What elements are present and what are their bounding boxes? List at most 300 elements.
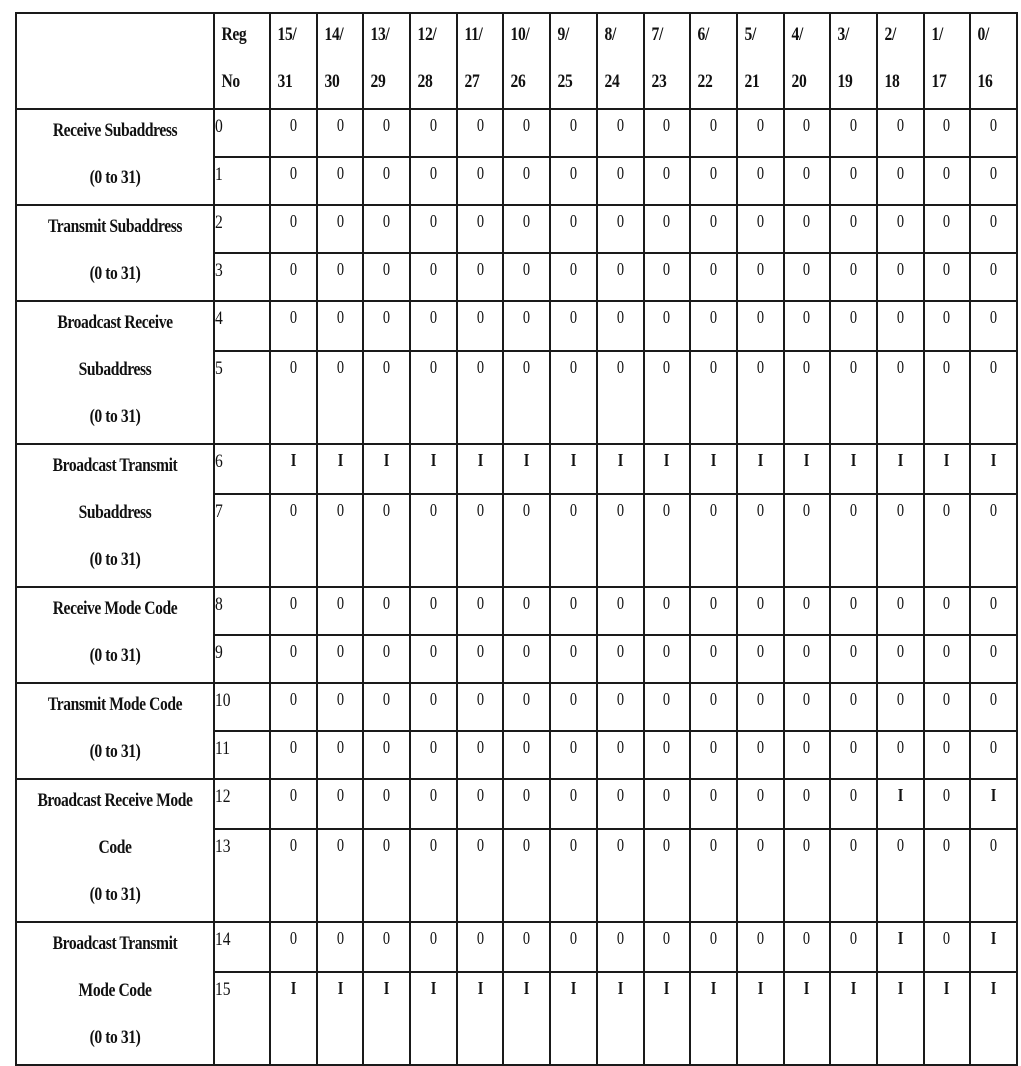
bit-value: 0 [943, 259, 951, 279]
bit-value: I [710, 450, 717, 470]
bit-cell [970, 301, 1017, 351]
bit-cell [970, 109, 1017, 157]
bit-value: 0 [616, 641, 624, 661]
bit-value: 0 [569, 356, 578, 377]
bit-cell [737, 972, 784, 1065]
bit-value: 0 [756, 307, 764, 327]
bit-cell [644, 635, 691, 683]
reg-no-cell [214, 587, 270, 635]
bit-cell [877, 301, 924, 351]
group-label-line: Transmit Mode Code [47, 694, 183, 715]
bit-cell [877, 351, 924, 444]
bit-value: 0 [803, 115, 811, 135]
bit-value: 0 [429, 259, 438, 279]
bit-value: 0 [569, 163, 578, 183]
bit-value: 0 [616, 259, 624, 279]
bit-cell [784, 922, 831, 972]
bit-cell [457, 205, 504, 253]
bit-value: 0 [849, 689, 858, 709]
bit-value: 0 [663, 259, 671, 279]
bit-cell [410, 351, 457, 444]
bit-value: 0 [476, 641, 484, 661]
bit-value: I [897, 785, 904, 805]
bit-value: 0 [383, 115, 391, 135]
group-label-line: Receive Mode Code [52, 598, 178, 619]
bit-cell [270, 157, 317, 205]
bit-value: 0 [429, 163, 438, 183]
bit-value: 0 [336, 737, 344, 757]
bit-value: 0 [383, 499, 391, 520]
bit-cell [410, 587, 457, 635]
bit-cell [737, 635, 784, 683]
bit-value: 0 [383, 737, 391, 757]
bit-value: I [897, 977, 904, 998]
bit-cell [457, 829, 504, 922]
bit-cell [737, 444, 784, 494]
bit-value: 0 [476, 499, 484, 520]
bit-value: 0 [803, 307, 811, 327]
reg-no-cell [214, 972, 270, 1065]
bit-cell [597, 253, 644, 301]
bit-cell [644, 157, 691, 205]
group-label-line: (0 to 31) [89, 645, 141, 666]
group-label-line: Receive Subaddress [52, 120, 178, 141]
bit-cell [270, 731, 317, 779]
bit-value: 0 [849, 163, 858, 183]
bit-cell [737, 494, 784, 587]
bit-value: I [664, 450, 670, 470]
bit-cell [830, 587, 877, 635]
reg-no-value: 9 [215, 642, 223, 663]
bit-cell [644, 253, 691, 301]
header-bit-13-29: 13/ 29 [363, 13, 410, 109]
bit-cell [363, 829, 410, 922]
reg-no-cell [214, 444, 270, 494]
group-label-cell [16, 779, 214, 922]
bit-value: 0 [523, 499, 531, 520]
bit-value: I [804, 450, 810, 470]
bit-value: 0 [383, 785, 391, 805]
bit-value: 0 [523, 834, 531, 855]
bit-cell [784, 444, 831, 494]
bit-cell [550, 205, 597, 253]
bit-value: 0 [663, 163, 671, 183]
bit-value: 0 [709, 593, 718, 613]
bit-cell [737, 109, 784, 157]
bit-value: 0 [429, 641, 438, 661]
bit-value: 0 [663, 737, 671, 757]
bit-value: 0 [476, 593, 484, 613]
bit-value: 0 [849, 307, 858, 327]
bit-cell [503, 444, 550, 494]
bit-cell [317, 683, 364, 731]
bit-cell [737, 205, 784, 253]
bit-cell [410, 635, 457, 683]
bit-value: 0 [943, 593, 951, 613]
bit-cell [363, 731, 410, 779]
bit-value: 0 [289, 928, 297, 948]
bit-value: 0 [756, 928, 764, 948]
bit-cell [644, 922, 691, 972]
bit-cell [784, 683, 831, 731]
bit-cell [597, 494, 644, 587]
bit-value: 0 [336, 115, 344, 135]
bit-cell [503, 587, 550, 635]
bit-value: 0 [943, 499, 951, 520]
bit-cell [784, 301, 831, 351]
bit-value: 0 [476, 259, 484, 279]
bit-cell [550, 972, 597, 1065]
bit-value: 0 [663, 499, 671, 520]
header-bit-10-26: 10/ 26 [503, 13, 550, 109]
bit-value: 0 [429, 356, 438, 377]
bit-cell [410, 972, 457, 1065]
bit-value: 0 [523, 737, 531, 757]
bit-cell [363, 922, 410, 972]
bit-cell [924, 301, 971, 351]
bit-cell [737, 779, 784, 829]
reg-no-value: 7 [215, 500, 223, 522]
bit-value: 0 [896, 737, 904, 757]
bit-value: 0 [476, 356, 484, 377]
bit-value: I [570, 977, 577, 998]
bit-value: 0 [756, 499, 764, 520]
bit-cell [317, 301, 364, 351]
bit-cell [410, 109, 457, 157]
bit-value: 0 [663, 834, 671, 855]
bit-value: 0 [616, 499, 624, 520]
bit-cell [410, 253, 457, 301]
bit-value: 0 [289, 259, 297, 279]
header-reg-no [214, 13, 270, 109]
bit-cell [363, 587, 410, 635]
reg-no-value: 4 [215, 308, 223, 329]
bit-cell [644, 494, 691, 587]
bit-value: 0 [289, 593, 297, 613]
bit-value: I [430, 450, 437, 470]
bit-cell [410, 205, 457, 253]
group-label-line: Broadcast Transmit [52, 933, 178, 954]
bit-value: 0 [476, 737, 484, 757]
bit-cell [317, 922, 364, 972]
bit-cell [970, 635, 1017, 683]
bit-value: 0 [663, 928, 671, 948]
bit-cell [317, 972, 364, 1065]
group-label-line: Code [98, 837, 132, 858]
bit-value: 0 [523, 307, 531, 327]
bit-value: I [337, 450, 343, 470]
bit-value: 0 [803, 928, 811, 948]
bit-value: I [757, 450, 764, 470]
bit-value: I [523, 977, 530, 998]
bit-cell [644, 444, 691, 494]
group-label-line: Subaddress [78, 502, 152, 523]
group-label-cell [16, 922, 214, 1065]
bit-cell [877, 444, 924, 494]
bit-cell [317, 253, 364, 301]
bit-cell [457, 351, 504, 444]
header-bit-7-23: 7/ 23 [644, 13, 691, 109]
bit-value: 0 [990, 163, 998, 183]
bit-value: 0 [663, 593, 671, 613]
bit-cell [270, 205, 317, 253]
bit-cell [970, 253, 1017, 301]
table-row [16, 444, 1017, 494]
bit-cell [410, 301, 457, 351]
bit-cell [970, 972, 1017, 1065]
bit-value: 0 [663, 307, 671, 327]
bit-value: 0 [943, 641, 951, 661]
bit-cell [830, 731, 877, 779]
bit-cell [784, 779, 831, 829]
bit-cell [597, 444, 644, 494]
bit-value: 0 [849, 593, 858, 613]
reg-no-cell [214, 351, 270, 444]
bit-cell [877, 829, 924, 922]
bit-cell [457, 157, 504, 205]
header-bit-0-16: 0/ 16 [970, 13, 1017, 109]
header-reg-line2: No [221, 71, 240, 92]
bit-value: 0 [429, 593, 438, 613]
bit-cell [597, 157, 644, 205]
bit-cell [644, 587, 691, 635]
bit-cell [970, 731, 1017, 779]
bit-value: 0 [523, 928, 531, 948]
bit-value: 0 [990, 356, 998, 377]
bit-cell [317, 205, 364, 253]
bit-cell [784, 253, 831, 301]
reg-no-value: 14 [215, 929, 231, 950]
bit-value: 0 [943, 689, 951, 709]
bit-cell [270, 301, 317, 351]
bit-value: 0 [803, 499, 811, 520]
bit-cell [550, 829, 597, 922]
reg-no-value: 10 [215, 690, 231, 711]
reg-no-value: 8 [215, 594, 223, 615]
bit-cell [410, 779, 457, 829]
bit-cell [503, 351, 550, 444]
bit-value: 0 [476, 163, 484, 183]
bit-cell [597, 635, 644, 683]
bit-value: 0 [336, 356, 344, 377]
bit-cell [270, 972, 317, 1065]
bit-value: 0 [896, 356, 904, 377]
bit-value: 0 [756, 211, 764, 231]
bit-cell [363, 444, 410, 494]
bit-cell [597, 731, 644, 779]
bit-cell [690, 494, 737, 587]
bit-value: 0 [896, 211, 904, 231]
bit-value: 0 [336, 834, 344, 855]
bit-value: 0 [336, 785, 344, 805]
bit-value: I [897, 928, 904, 948]
bit-cell [317, 587, 364, 635]
bit-value: 0 [429, 834, 438, 855]
bit-cell [503, 253, 550, 301]
bit-value: 0 [990, 737, 998, 757]
bit-value: 0 [896, 307, 904, 327]
bit-cell [830, 972, 877, 1065]
bit-cell [550, 922, 597, 972]
bit-cell [690, 972, 737, 1065]
reg-no-value: 6 [215, 451, 223, 472]
bit-value: 0 [336, 689, 344, 709]
bit-cell [410, 731, 457, 779]
group-label-line: (0 to 31) [89, 884, 141, 905]
bit-value: 0 [569, 689, 578, 709]
bit-cell [644, 301, 691, 351]
header-reg-line1: Reg [221, 24, 247, 45]
bit-cell [784, 829, 831, 922]
bit-value: 0 [383, 259, 391, 279]
header-bit-6-22: 6/ 22 [690, 13, 737, 109]
bit-value: 0 [476, 785, 484, 805]
bit-cell [363, 972, 410, 1065]
bit-value: 0 [896, 834, 904, 855]
bit-value: 0 [476, 307, 484, 327]
bit-cell [690, 922, 737, 972]
group-label-line: (0 to 31) [89, 406, 141, 427]
bit-cell [644, 779, 691, 829]
bit-value: 0 [616, 928, 624, 948]
bit-cell [877, 683, 924, 731]
bit-value: 0 [383, 307, 391, 327]
bit-cell [737, 683, 784, 731]
bit-value: 0 [803, 211, 811, 231]
bit-value: 0 [709, 211, 718, 231]
bit-value: 0 [616, 785, 624, 805]
bit-cell [970, 494, 1017, 587]
bit-cell [784, 731, 831, 779]
bit-cell [784, 205, 831, 253]
bit-cell [924, 587, 971, 635]
bit-value: 0 [896, 115, 904, 135]
bit-cell [317, 351, 364, 444]
bit-value: 0 [756, 163, 764, 183]
bit-value: 0 [709, 259, 718, 279]
table-row [16, 779, 1017, 829]
bit-value: 0 [289, 641, 297, 661]
bit-cell [270, 253, 317, 301]
bit-cell [457, 635, 504, 683]
bit-cell [970, 922, 1017, 972]
bit-value: I [430, 977, 437, 998]
bit-cell [410, 494, 457, 587]
bit-value: 0 [523, 356, 531, 377]
bit-value: 0 [896, 593, 904, 613]
reg-no-cell [214, 635, 270, 683]
bit-cell [970, 205, 1017, 253]
bit-value: 0 [336, 307, 344, 327]
bit-cell [970, 779, 1017, 829]
group-label-line: Transmit Subaddress [47, 216, 183, 237]
bit-value: 0 [990, 641, 998, 661]
bit-cell [737, 157, 784, 205]
bit-value: 0 [569, 211, 578, 231]
bit-cell [690, 109, 737, 157]
bit-cell [457, 683, 504, 731]
bit-value: 0 [849, 356, 858, 377]
bit-cell [737, 922, 784, 972]
bit-cell [877, 779, 924, 829]
bit-value: 0 [289, 737, 297, 757]
bit-cell [550, 351, 597, 444]
bit-cell [690, 731, 737, 779]
bit-cell [550, 683, 597, 731]
bit-cell [317, 494, 364, 587]
bit-value: 0 [663, 689, 671, 709]
bit-cell [690, 444, 737, 494]
group-label-cell [16, 205, 214, 301]
reg-no-value: 0 [215, 116, 223, 137]
bit-value: 0 [990, 689, 998, 709]
bit-value: 0 [616, 211, 624, 231]
bit-value: I [570, 450, 577, 470]
header-bit-15-31: 15/ 31 [270, 13, 317, 109]
bit-value: 0 [569, 641, 578, 661]
bit-value: 0 [756, 356, 764, 377]
bit-value: 0 [336, 211, 344, 231]
bit-value: 0 [429, 211, 438, 231]
bit-value: 0 [849, 834, 858, 855]
bit-value: I [990, 450, 997, 470]
bit-cell [690, 253, 737, 301]
bit-cell [644, 683, 691, 731]
group-label-cell [16, 109, 214, 205]
bit-cell [690, 301, 737, 351]
bit-cell [877, 109, 924, 157]
bit-value: 0 [429, 499, 438, 520]
bit-cell [550, 731, 597, 779]
bit-value: 0 [289, 307, 297, 327]
bit-cell [503, 683, 550, 731]
bit-value: 0 [616, 356, 624, 377]
bit-value: 0 [943, 115, 951, 135]
bit-cell [457, 253, 504, 301]
bit-cell [784, 972, 831, 1065]
bit-cell [877, 253, 924, 301]
bit-value: I [757, 977, 764, 998]
bit-value: 0 [383, 356, 391, 377]
bit-value: 0 [523, 641, 531, 661]
bit-value: 0 [943, 307, 951, 327]
bit-value: 0 [663, 785, 671, 805]
table-row [16, 205, 1017, 253]
bit-value: 0 [569, 785, 578, 805]
bit-cell [457, 301, 504, 351]
bit-cell [457, 587, 504, 635]
reg-no-cell [214, 731, 270, 779]
bit-value: 0 [849, 785, 858, 805]
bit-value: 0 [803, 785, 811, 805]
bit-cell [784, 351, 831, 444]
group-label-line: (0 to 31) [89, 263, 141, 284]
bit-cell [644, 972, 691, 1065]
bit-cell [457, 109, 504, 157]
bit-value: I [990, 785, 997, 805]
header-bit-3-19: 3/ 19 [830, 13, 877, 109]
reg-no-value: 1 [215, 164, 223, 185]
bit-cell [737, 587, 784, 635]
bit-value: 0 [476, 689, 484, 709]
bit-value: 0 [569, 928, 578, 948]
bit-cell [363, 157, 410, 205]
bit-value: 0 [943, 356, 951, 377]
bit-cell [597, 587, 644, 635]
bit-cell [737, 301, 784, 351]
bit-value: 0 [476, 115, 484, 135]
bit-cell [363, 253, 410, 301]
